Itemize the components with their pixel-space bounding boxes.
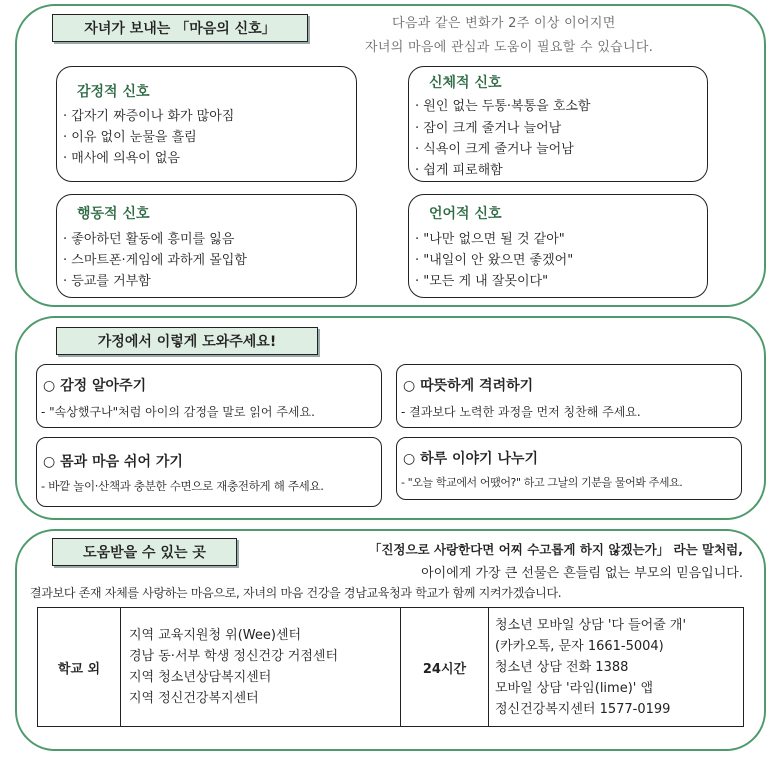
home-help-tag-label: 가정에서 이렇게 도와주세요! [97, 334, 277, 350]
resources-left-key: 학교 외 [38, 608, 121, 727]
signal-box-verbal [408, 194, 708, 298]
help-box-desc: - 결과보다 노력한 과정을 먼저 칭찬해 주세요. [401, 405, 641, 419]
resource-item: 지역 교육지원청 위(Wee)센터 [129, 628, 302, 643]
signal-item: · "나만 없으면 될 것 같아" [415, 232, 565, 247]
resource-item: 경남 동·서부 학생 정신건강 거점센터 [129, 649, 339, 664]
help-box-title: ○ 몸과 마음 쉬어 가기 [43, 454, 183, 470]
signal-item: · 이유 없이 눈물을 흘림 [63, 130, 197, 145]
signal-item: · "모든 게 내 잘못이다" [415, 274, 549, 289]
resources-right-list [489, 608, 744, 727]
help-box-acknowledge [36, 364, 382, 428]
signals-tag [52, 14, 308, 42]
resources-right-key: 24시간 [401, 608, 489, 727]
help-box-title: ○ 감정 알아주기 [43, 378, 147, 394]
signal-item: · "내일이 안 왔으면 좋겠어" [415, 253, 574, 268]
signal-item: · 갑자기 짜증이나 화가 많아짐 [63, 109, 235, 124]
help-box-title: ○ 따뜻하게 격려하기 [403, 378, 534, 394]
signal-box-behavioral [56, 194, 357, 298]
help-box-title: ○ 하루 이야기 나누기 [403, 451, 539, 467]
help-box-desc: - 바깥 놀이·산책과 충분한 수면으로 재충전하게 해 주세요. [41, 479, 324, 493]
signal-item: · 쉽게 피로해함 [415, 163, 503, 178]
signal-box-title: 감정적 신호 [77, 84, 150, 100]
resources-table [37, 607, 744, 727]
signal-box-physical [408, 66, 708, 182]
resource-item: 모바일 상담 '라임(lime)' 앱 [495, 680, 654, 696]
help-box-talk [396, 437, 742, 500]
resources-tag [52, 538, 237, 566]
help-box-rest [36, 437, 382, 507]
signal-box-title: 행동적 신호 [77, 206, 150, 222]
resources-left-list [121, 608, 401, 727]
home-help-tag [56, 327, 318, 355]
resource-item: 정신건강복지센터 1577-0199 [495, 701, 671, 717]
signals-intro-line1: 다음과 같은 변화가 2주 이상 이어지면 [392, 16, 616, 31]
signal-item: · 등교를 거부함 [63, 274, 151, 289]
resource-item: 청소년 모바일 상담 '다 들어줄 개' [495, 617, 687, 633]
signals-tag-label: 자녀가 보내는 「마음의 신호」 [84, 21, 276, 37]
signals-intro-line2: 자녀의 마음에 관심과 도움이 필요할 수 있습니다. [365, 40, 654, 55]
signal-box-emotional [56, 66, 357, 182]
signal-item: · 식욕이 크게 줄거나 늘어남 [415, 142, 574, 157]
signal-item: · 잠이 크게 줄거나 늘어남 [415, 121, 562, 136]
signal-item: · 스마트폰·게임에 과하게 몰입함 [63, 253, 247, 268]
resource-item: 지역 정신건강복지센터 [129, 691, 259, 706]
quote-line1: 「진정으로 사랑한다면 어찌 수고롭게 하지 않겠는가」 라는 말처럼, [368, 542, 743, 557]
signal-item: · 좋아하던 활동에 흥미를 잃음 [63, 232, 235, 247]
help-box-desc: - "속상했구나"처럼 아이의 감정을 말로 읽어 주세요. [41, 405, 315, 419]
signal-item: · 원인 없는 두통·복통을 호소함 [415, 99, 591, 114]
resource-item: 청소년 상담 전화 1388 [495, 659, 629, 675]
resource-item: 지역 청소년상담복지센터 [129, 670, 272, 685]
resources-tag-label: 도움받을 수 있는 곳 [83, 545, 206, 561]
help-box-desc: - "오늘 학교에서 어땠어?" 하고 그날의 기분을 물어봐 주세요. [401, 476, 683, 489]
help-box-encourage [396, 364, 742, 428]
signal-item: · 매사에 의욕이 없음 [63, 151, 180, 166]
signal-box-title: 신체적 신호 [429, 75, 502, 91]
signal-box-title: 언어적 신호 [429, 206, 502, 222]
quote-line3: 결과보다 존재 자체를 사랑하는 마음으로, 자녀의 마음 건강을 경남교육청과 학교가 함께 지켜가겠습니다. [30, 586, 562, 600]
quote-line2: 아이에게 가장 큰 선물은 흔들림 없는 부모의 믿음입니다. [421, 566, 743, 581]
resource-item: (카카오톡, 문자 1661-5004) [495, 638, 664, 654]
